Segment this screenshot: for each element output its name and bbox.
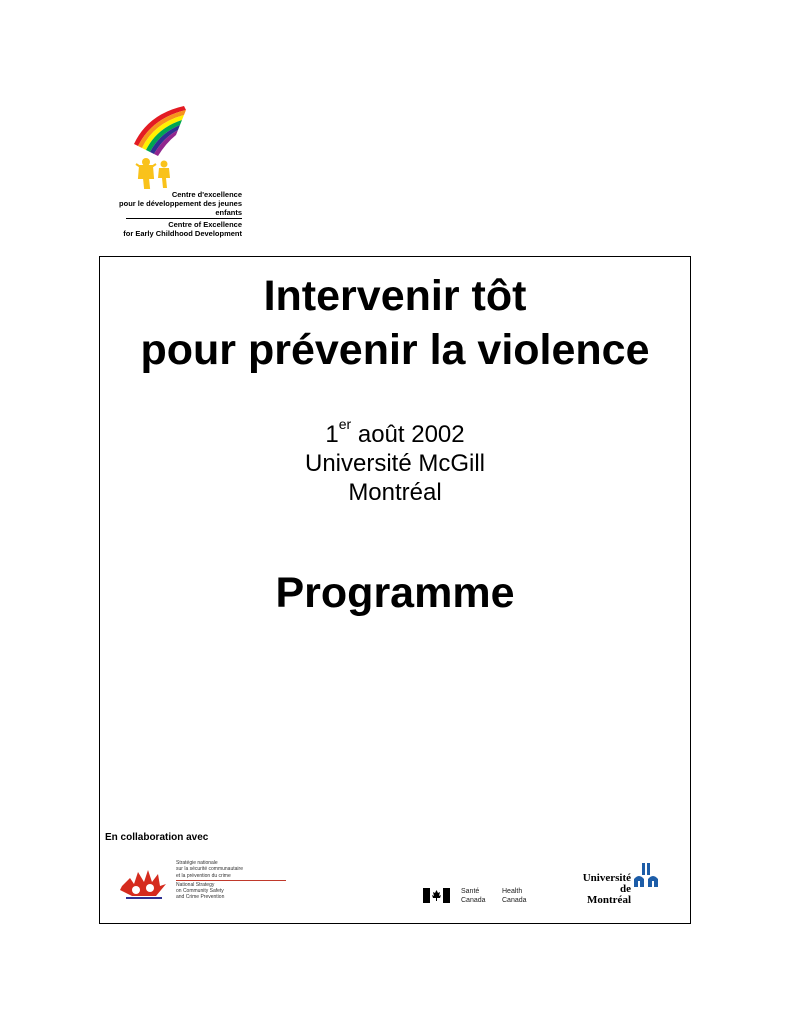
- health-canada-en: Health Canada: [502, 888, 527, 904]
- logo-text-fr2: pour le développement des jeunes enfants: [119, 199, 242, 217]
- page-title: [100, 269, 690, 377]
- udem-logo: [571, 863, 691, 906]
- cover-frame: [99, 256, 691, 924]
- logo-text-en2: for Early Childhood Development: [123, 229, 242, 238]
- cedje-logo: [106, 104, 256, 239]
- event-details: [100, 416, 690, 507]
- ncps-logo: [116, 860, 286, 908]
- ncps-text: Stratégie nationale sur la sécurité communautaire et la prévention du crime National Strategy on Community Safety and Crime Prevention: [176, 860, 286, 901]
- collaboration-label: En collaboration avec: [105, 832, 209, 843]
- logo-divider: [126, 218, 242, 219]
- logo-text-en: Centre of Excellence: [168, 220, 242, 229]
- udem-tower-icon: [633, 863, 659, 889]
- program-heading: Programme: [275, 569, 515, 617]
- ncps-divider: [176, 880, 286, 881]
- health-canada-fr: Santé Canada: [461, 888, 486, 904]
- udem-text: Université de Montréal: [582, 872, 631, 906]
- canada-flag-icon: [423, 888, 450, 903]
- event-city: Montréal: [348, 479, 442, 506]
- maple-leaf-people-icon: [116, 864, 172, 904]
- health-canada-logo: [423, 887, 543, 909]
- rainbow-children-icon: [126, 104, 191, 189]
- title-line-1: Intervenir tôt: [263, 272, 527, 320]
- event-date: 1er août 2002: [325, 416, 465, 448]
- title-line-2: pour prévenir la violence: [140, 326, 650, 374]
- logo-text-fr: Centre d'excellence: [171, 190, 242, 199]
- cedje-logo-text: [106, 190, 242, 238]
- event-university: Université McGill: [304, 450, 486, 477]
